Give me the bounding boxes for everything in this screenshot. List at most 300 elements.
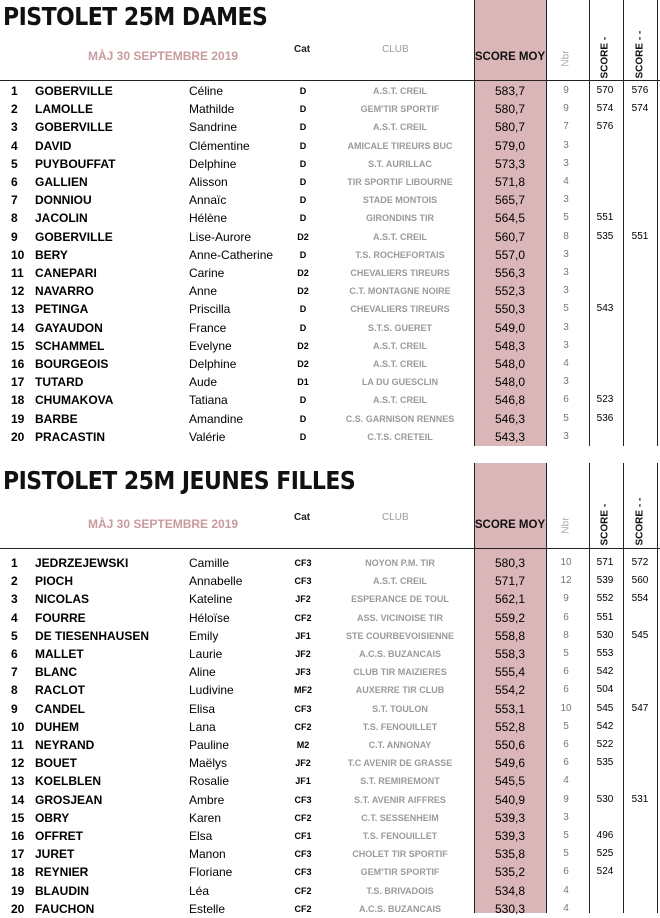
cell-last-name: BOURGEOIS <box>35 357 109 371</box>
cell-club: T.S. FENOUILLET <box>362 721 438 732</box>
cell-nbr: 3 <box>563 376 569 388</box>
cell-rank: 7 <box>11 665 18 680</box>
cell-category: D <box>299 122 307 133</box>
cell-first-name: France <box>189 320 227 335</box>
cell-last-name: DAVID <box>35 138 72 153</box>
table-row <box>0 609 660 627</box>
cell-category: CF2 <box>294 885 312 896</box>
cell-last-name: DE TIESENHAUSEN <box>35 628 150 643</box>
cell-score-1: 576 <box>596 121 614 133</box>
cell-nbr: 6 <box>563 739 569 750</box>
cell-last-name: JEDRZEJEWSKI <box>35 556 129 570</box>
cell-nbr: 3 <box>563 285 569 297</box>
cell-nbr: 3 <box>563 157 569 169</box>
cell-rank: 3 <box>11 592 18 607</box>
cell-nbr: 9 <box>563 593 569 605</box>
table-row <box>0 373 660 391</box>
cell-last-name: GROSJEAN <box>35 792 103 807</box>
cell-category: CF2 <box>294 812 312 823</box>
cell-club: LA DU GUESCLIN <box>361 377 439 388</box>
cell-category: D2 <box>297 268 309 278</box>
cell-last-name: JACOLIN <box>35 211 88 226</box>
cell-score-2: 574 <box>631 103 649 115</box>
cell-category: D <box>299 395 307 406</box>
cell-rank: 13 <box>11 774 25 789</box>
cell-category: D <box>299 104 307 115</box>
cell-score-1: 535 <box>596 757 614 769</box>
table-row <box>0 791 660 809</box>
cell-first-name: Héloïse <box>189 610 230 625</box>
cell-last-name: CANDEL <box>35 701 85 716</box>
cell-first-name: Annabelle <box>189 574 243 589</box>
cell-score-moy: 580,7 <box>494 102 526 117</box>
cell-category: CF3 <box>294 576 312 587</box>
cell-club: ASS. VICINOISE TIR <box>356 612 443 623</box>
cell-score-1: 530 <box>596 629 614 641</box>
cell-nbr: 5 <box>563 648 569 659</box>
header-nbr: Nbr <box>560 50 572 67</box>
cell-score-moy: 571,8 <box>494 175 526 189</box>
cell-rank: 19 <box>11 883 25 898</box>
table-row <box>0 772 660 790</box>
cell-score-moy: 540,9 <box>494 792 526 807</box>
table-row <box>0 827 660 845</box>
cell-first-name: Estelle <box>189 901 226 916</box>
cell-last-name: OBRY <box>35 810 70 825</box>
cell-score-1: 542 <box>596 666 614 678</box>
cell-first-name: Lana <box>189 719 216 734</box>
cell-club: CHEVALIERS TIREURS <box>350 304 450 315</box>
cell-score-moy: 552,3 <box>494 284 526 299</box>
header-cat: Cat <box>294 44 311 55</box>
cell-first-name: Annaïc <box>189 193 227 208</box>
cell-score-1: 571 <box>596 557 614 568</box>
table-row <box>0 410 660 428</box>
cell-club: A.S.T. CREIL <box>372 231 427 242</box>
cell-first-name: Aude <box>189 375 218 390</box>
table-row <box>0 118 660 136</box>
cell-score-moy: 546,3 <box>494 411 526 426</box>
update-date: MÀJ 30 SEPTEMBRE 2019 <box>88 517 239 531</box>
cell-category: D <box>299 86 307 96</box>
cell-last-name: NAVARRO <box>35 284 94 299</box>
cell-nbr: 3 <box>563 267 569 278</box>
cell-last-name: PETINGA <box>35 302 89 317</box>
cell-club: S.T. AURILLAC <box>368 158 432 169</box>
cell-last-name: GAYAUDON <box>35 320 103 335</box>
cell-score-1: 570 <box>596 85 614 96</box>
cell-first-name: Elisa <box>189 701 216 716</box>
cell-score-1: 539 <box>596 575 614 587</box>
cell-rank: 18 <box>11 393 25 408</box>
cell-category: D <box>299 322 307 333</box>
cell-score-moy: 564,5 <box>494 211 526 226</box>
cell-first-name: Ludivine <box>189 683 234 698</box>
cell-rank: 15 <box>11 810 25 825</box>
cell-score-moy: 565,7 <box>494 193 526 208</box>
cell-first-name: Carine <box>189 266 225 280</box>
cell-score-1: 552 <box>596 593 614 605</box>
cell-club: STADE MONTOIS <box>362 195 438 206</box>
cell-first-name: Pauline <box>189 738 230 752</box>
cell-nbr: 6 <box>563 666 569 678</box>
cell-club: CLUB TIR MAIZIERES <box>353 667 447 678</box>
cell-club: S.T. REMIREMONT <box>360 776 440 787</box>
cell-first-name: Amandine <box>189 411 244 426</box>
table-row <box>0 391 660 409</box>
header-divider <box>0 548 660 549</box>
cell-rank: 5 <box>11 628 18 643</box>
cell-first-name: Maëlys <box>189 756 228 771</box>
cell-last-name: NEYRAND <box>35 738 95 752</box>
cell-nbr: 9 <box>563 793 569 805</box>
cell-nbr: 10 <box>560 702 572 714</box>
cell-nbr: 4 <box>563 902 569 914</box>
cell-category: MF2 <box>294 685 312 696</box>
cell-last-name: OFFRET <box>35 829 83 843</box>
cell-last-name: BOUET <box>35 756 77 771</box>
table-row <box>0 572 660 590</box>
cell-category: D <box>299 177 307 187</box>
cell-last-name: BARBE <box>35 411 78 426</box>
section-title: PISTOLET 25M JEUNES FILLES <box>3 466 356 495</box>
cell-first-name: Anne <box>189 284 218 299</box>
cell-nbr: 5 <box>563 212 569 224</box>
table-row <box>0 882 660 900</box>
cell-last-name: SCHAMMEL <box>35 338 105 353</box>
cell-first-name: Anne-Catherine <box>189 247 274 262</box>
cell-score-1: 524 <box>596 866 614 878</box>
cell-last-name: FAUCHON <box>35 901 95 916</box>
cell-club: T.S. BRIVADOIS <box>366 885 434 896</box>
cell-score-moy: 539,3 <box>494 829 526 843</box>
cell-nbr: 6 <box>563 394 569 406</box>
cell-category: JF2 <box>295 649 311 659</box>
cell-club: CHEVALIERS TIREURS <box>350 268 450 278</box>
cell-score-2: 547 <box>631 702 649 714</box>
cell-nbr: 5 <box>563 412 569 424</box>
cell-category: D2 <box>297 340 309 351</box>
cell-category: JF1 <box>295 630 311 641</box>
table-row <box>0 863 660 881</box>
cell-nbr: 8 <box>563 230 569 242</box>
cell-club: AUXERRE TIR CLUB <box>355 685 445 696</box>
cell-first-name: Aline <box>189 665 216 680</box>
table-row <box>0 82 660 100</box>
cell-club: C.T. SESSENHEIM <box>361 812 439 823</box>
header-cat: Cat <box>294 512 311 523</box>
cell-rank: 1 <box>11 556 18 570</box>
table-row <box>0 718 660 736</box>
cell-nbr: 3 <box>563 248 569 260</box>
cell-rank: 12 <box>11 756 25 771</box>
cell-first-name: Emily <box>189 628 219 643</box>
cell-score-moy: 548,0 <box>494 375 526 390</box>
cell-first-name: Priscilla <box>189 302 231 317</box>
cell-nbr: 9 <box>563 103 569 115</box>
cell-last-name: GALLIEN <box>35 175 88 189</box>
cell-first-name: Sandrine <box>189 120 238 135</box>
table-row <box>0 645 660 663</box>
header-score-1: SCORE - <box>599 503 611 546</box>
header-score-1: SCORE - <box>599 36 611 79</box>
cell-score-moy: 550,3 <box>494 302 526 317</box>
cell-rank: 4 <box>11 138 18 153</box>
cell-nbr: 3 <box>563 811 569 823</box>
cell-club: S.T. TOULON <box>372 703 428 714</box>
cell-first-name: Kateline <box>189 592 233 607</box>
cell-first-name: Delphine <box>189 156 237 171</box>
header-divider <box>0 80 660 81</box>
cell-score-1: 504 <box>596 684 614 696</box>
cell-first-name: Tatiana <box>189 393 228 408</box>
cell-score-2: 551 <box>631 230 649 242</box>
cell-last-name: MALLET <box>35 647 84 661</box>
table-row <box>0 590 660 608</box>
cell-category: D <box>299 249 307 260</box>
table-row <box>0 100 660 118</box>
cell-last-name: FOURRE <box>35 610 86 625</box>
table-row <box>0 700 660 718</box>
cell-club: T.S. ROCHEFORTAIS <box>355 249 445 260</box>
cell-score-moy: 562,1 <box>494 592 526 607</box>
cell-nbr: 3 <box>563 339 569 351</box>
cell-rank: 3 <box>11 120 18 135</box>
cell-nbr: 6 <box>563 611 569 623</box>
header-club: CLUB <box>382 44 409 55</box>
cell-rank: 15 <box>11 338 25 353</box>
cell-last-name: GOBERVILLE <box>35 84 113 98</box>
cell-club: S.T.S. GUERET <box>367 322 432 333</box>
table-row <box>0 663 660 681</box>
table-row <box>0 554 660 572</box>
cell-nbr: 10 <box>560 557 572 568</box>
header-score-2: SCORE - - <box>634 497 646 546</box>
cell-score-moy: 550,6 <box>494 738 526 752</box>
cell-last-name: CANEPARI <box>35 266 97 280</box>
cell-nbr: 6 <box>563 866 569 878</box>
cell-first-name: Manon <box>189 847 226 862</box>
cell-club: A.S.T. CREIL <box>372 359 427 369</box>
cell-score-moy: 543,3 <box>494 429 526 444</box>
cell-rank: 14 <box>11 320 25 335</box>
cell-first-name: Laurie <box>189 647 223 661</box>
cell-rank: 10 <box>11 719 25 734</box>
cell-category: CF3 <box>294 794 312 805</box>
cell-rank: 9 <box>11 701 18 716</box>
cell-nbr: 3 <box>563 194 569 206</box>
cell-score-1: 525 <box>596 848 614 860</box>
cell-score-moy: 580,3 <box>494 556 526 570</box>
cell-last-name: NICOLAS <box>35 592 89 607</box>
cell-score-1: 522 <box>596 739 614 750</box>
section-dames <box>0 0 660 446</box>
cell-nbr: 5 <box>563 848 569 860</box>
cell-nbr: 7 <box>563 121 569 133</box>
cell-last-name: TUTARD <box>35 375 84 390</box>
cell-score-moy: 559,2 <box>494 610 526 625</box>
cell-rank: 19 <box>11 411 25 426</box>
cell-score-1: 523 <box>596 394 614 406</box>
table-row <box>0 191 660 209</box>
table-row <box>0 428 660 446</box>
cell-score-moy: 549,0 <box>494 320 526 335</box>
cell-category: D <box>299 158 307 169</box>
cell-first-name: Rosalie <box>189 774 230 789</box>
cell-club: AMICALE TIREURS BUC <box>347 140 453 151</box>
update-date: MÀJ 30 SEPTEMBRE 2019 <box>88 49 239 63</box>
cell-nbr: 4 <box>563 176 569 187</box>
cell-score-moy: 546,8 <box>494 393 526 408</box>
table-row <box>0 627 660 645</box>
cell-score-moy: 530,3 <box>494 901 526 916</box>
header-nbr: Nbr <box>560 517 572 534</box>
cell-category: D <box>299 304 307 315</box>
cell-score-moy: 555,4 <box>494 665 526 680</box>
cell-first-name: Hélène <box>189 211 228 226</box>
cell-last-name: PRACASTIN <box>35 429 106 444</box>
cell-score-2: 572 <box>631 557 649 568</box>
cell-first-name: Evelyne <box>189 338 232 353</box>
cell-score-moy: 579,0 <box>494 138 526 153</box>
cell-rank: 6 <box>11 647 18 661</box>
cell-category: JF3 <box>295 667 311 678</box>
cell-last-name: RACLOT <box>35 683 85 698</box>
section-jeunes-filles <box>0 463 660 916</box>
cell-rank: 13 <box>11 302 25 317</box>
cell-nbr: 3 <box>563 321 569 333</box>
cell-score-2: 554 <box>631 593 649 605</box>
cell-rank: 7 <box>11 193 18 208</box>
cell-score-moy: 558,3 <box>494 647 526 661</box>
cell-rank: 8 <box>11 683 18 698</box>
cell-rank: 9 <box>11 229 18 244</box>
cell-club: T.S. FENOUILLET <box>362 831 438 841</box>
cell-category: CF2 <box>294 903 312 914</box>
cell-first-name: Camille <box>189 556 230 570</box>
cell-club: TIR SPORTIF LIBOURNE <box>347 177 453 187</box>
cell-category: CF2 <box>294 612 312 623</box>
cell-club: A.S.T. CREIL <box>372 395 427 406</box>
cell-nbr: 3 <box>563 139 569 151</box>
table-row <box>0 754 660 772</box>
cell-first-name: Clémentine <box>189 138 250 153</box>
cell-first-name: Karen <box>189 810 222 825</box>
cell-nbr: 6 <box>563 757 569 769</box>
table-row <box>0 809 660 827</box>
cell-first-name: Lise-Aurore <box>189 229 252 244</box>
cell-last-name: KOELBLEN <box>35 774 101 789</box>
table-row <box>0 845 660 863</box>
cell-score-moy: 557,0 <box>494 247 526 262</box>
cell-last-name: CHUMAKOVA <box>35 393 114 408</box>
cell-score-1: 542 <box>596 720 614 732</box>
cell-last-name: GOBERVILLE <box>35 229 113 244</box>
cell-category: D2 <box>297 231 309 242</box>
header-score-2: SCORE - - <box>634 30 646 79</box>
cell-club: ESPERANCE DE TOUL <box>351 594 449 605</box>
cell-score-moy: 549,6 <box>494 756 526 771</box>
cell-category: D <box>299 195 307 206</box>
cell-category: JF2 <box>295 758 311 769</box>
cell-score-1: 535 <box>596 230 614 242</box>
cell-last-name: GOBERVILLE <box>35 120 113 135</box>
table-row <box>0 681 660 699</box>
cell-first-name: Delphine <box>189 357 237 371</box>
cell-last-name: JURET <box>35 847 75 862</box>
cell-last-name: PIOCH <box>35 574 74 589</box>
cell-nbr: 6 <box>563 684 569 696</box>
cell-score-moy: 535,2 <box>494 865 526 880</box>
cell-club: STE COURBEVOISIENNE <box>345 630 455 641</box>
cell-score-1: 543 <box>596 303 614 315</box>
cell-rank: 16 <box>11 357 25 371</box>
cell-score-2: 545 <box>631 629 649 641</box>
cell-last-name: BLAUDIN <box>35 883 89 898</box>
cell-club: S.T. AVENIR AIFFRES <box>354 794 446 805</box>
cell-club: A.S.T. CREIL <box>372 576 427 587</box>
cell-first-name: Céline <box>189 84 224 98</box>
cell-score-2: 531 <box>631 793 649 805</box>
cell-club: A.S.T. CREIL <box>372 340 427 351</box>
cell-club: C.T. MONTAGNE NOIRE <box>349 286 451 297</box>
cell-rank: 16 <box>11 829 25 843</box>
cell-club: GEM'TIR SPORTIF <box>360 867 440 878</box>
cell-nbr: 8 <box>563 629 569 641</box>
cell-first-name: Léa <box>189 883 210 898</box>
cell-rank: 20 <box>11 901 25 916</box>
cell-last-name: BLANC <box>35 665 77 680</box>
cell-score-moy: 548,3 <box>494 338 526 353</box>
cell-score-1: 536 <box>596 412 614 424</box>
cell-category: D <box>299 413 307 424</box>
cell-score-moy: 545,5 <box>494 774 526 789</box>
cell-category: M2 <box>296 740 310 750</box>
cell-first-name: Valérie <box>189 429 226 444</box>
header-club: CLUB <box>382 512 409 523</box>
cell-rank: 17 <box>11 375 25 390</box>
table-row <box>0 246 660 264</box>
table-row <box>0 155 660 173</box>
cell-score-1: 574 <box>596 103 614 115</box>
cell-rank: 14 <box>11 792 25 807</box>
cell-last-name: REYNIER <box>35 865 89 880</box>
table-row <box>0 282 660 300</box>
cell-nbr: 9 <box>563 85 569 96</box>
cell-first-name: Ambre <box>189 792 225 807</box>
cell-rank: 17 <box>11 847 25 862</box>
table-row <box>0 337 660 355</box>
cell-category: JF2 <box>295 594 311 605</box>
cell-club: C.S. GARNISON RENNES <box>345 413 455 424</box>
cell-rank: 6 <box>11 175 18 189</box>
cell-score-1: 551 <box>596 212 614 224</box>
cell-nbr: 5 <box>563 303 569 315</box>
cell-score-1: 545 <box>596 702 614 714</box>
cell-rank: 11 <box>11 266 24 280</box>
cell-score-moy: 583,7 <box>494 84 526 98</box>
cell-category: D <box>299 213 307 224</box>
cell-score-moy: 539,3 <box>494 810 526 825</box>
cell-score-moy: 560,7 <box>494 229 526 244</box>
cell-club: T.C AVENIR DE GRASSE <box>347 758 453 769</box>
cell-last-name: BERY <box>35 247 68 262</box>
table-row <box>0 319 660 337</box>
cell-first-name: Floriane <box>189 865 233 880</box>
cell-rank: 12 <box>11 284 25 299</box>
table-row <box>0 173 660 191</box>
cell-club: C.T. ANNONAY <box>368 740 432 750</box>
